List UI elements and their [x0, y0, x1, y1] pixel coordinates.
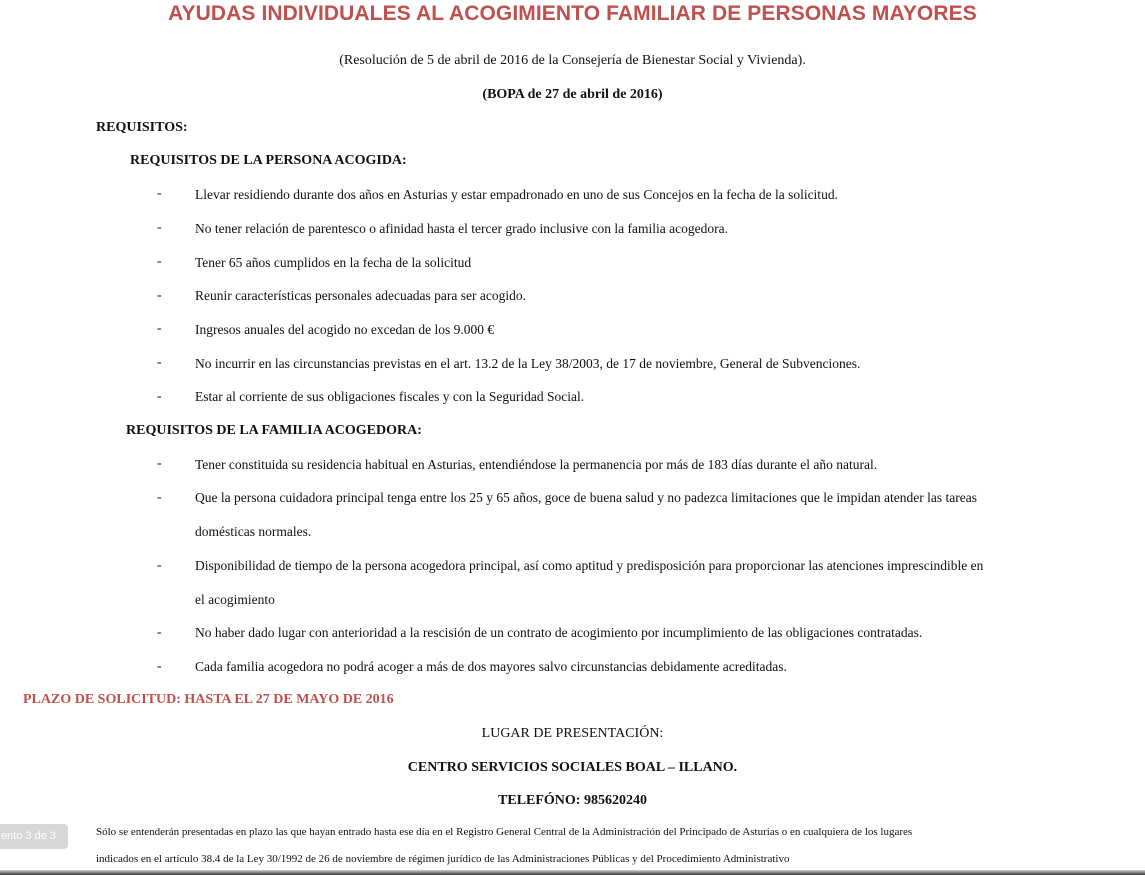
familia-heading: REQUISITOS DE LA FAMILIA ACOGEDORA: — [126, 423, 422, 438]
list-bullet: - — [157, 321, 162, 336]
list-bullet: - — [157, 254, 162, 269]
list-item: Tener 65 años cumplidos en la fecha de la solicitud — [195, 255, 472, 270]
list-bullet: - — [157, 355, 162, 370]
list-item: Llevar residiendo durante dos años en Asturias y estar empadronado en uno de sus Concejos en la fecha de la solicitud. — [195, 187, 838, 202]
list-bullet: - — [157, 389, 162, 404]
list-item: Reunir características personales adecuadas para ser acogido. — [195, 288, 526, 303]
requisitos-heading: REQUISITOS: — [96, 120, 188, 135]
list-item: No tener relación de parentesco o afinidad hasta el tercer grado inclusive con la familia acogedora. — [195, 221, 728, 236]
list-item: Estar al corriente de sus obligaciones fiscales y con la Seguridad Social. — [195, 389, 585, 404]
list-item: No incurrir en las circunstancias previstas en el art. 13.2 de la Ley 38/2003, de 17 de noviembre, General de Subvenciones. — [195, 356, 861, 371]
list-bullet: - — [157, 490, 162, 505]
note-line-2: indicados en el artículo 38.4 de la Ley 30/1992 de 26 de noviembre de régimen jurídico de las Administraciones Públicas y del Procedimiento Administrativo — [96, 853, 790, 865]
resolution-text: (Resolución de 5 de abril de 2016 de la Consejería de Bienestar Social y Vivienda). — [339, 53, 806, 68]
note-line-1: Sólo se entenderán presentadas en plazo las que hayan entrado hasta ese día en el Registro General Central de la Administración del Principado de Asturias o en cualquiera de los lugares — [96, 826, 913, 838]
list-bullet: - — [157, 186, 162, 201]
document-title: AYUDAS INDIVIDUALES AL ACOGIMIENTO FAMILIAR DE PERSONAS MAYORES — [168, 2, 977, 25]
window-bottom-edge — [0, 870, 1145, 875]
list-item: Cada familia acogedora no podrá acoger a más de dos mayores salvo circunstancias debidamente acreditadas. — [195, 659, 787, 674]
list-item: Disponibilidad de tiempo de la persona acogedora principal, así como aptitud y predisposición para proporcionar las atenciones imprescindible en — [195, 558, 984, 573]
list-bullet: - — [157, 659, 162, 674]
list-bullet: - — [157, 558, 162, 573]
centro-text: CENTRO SERVICIOS SOCIALES BOAL – ILLANO. — [407, 760, 738, 775]
list-item: No haber dado lugar con anterioridad a la rescisión de un contrato de acogimiento por incumplimiento de las obligaciones contratadas. — [195, 625, 923, 640]
page-indicator: ento 3 de 3 — [0, 824, 68, 849]
bopa-text: (BOPA de 27 de abril de 2016) — [482, 87, 663, 102]
telefono-text: TELEFÓNO: 985620240 — [498, 793, 647, 808]
list-bullet: - — [157, 625, 162, 640]
list-item: Ingresos anuales del acogido no excedan de los 9.000 € — [195, 322, 495, 337]
plazo-text: PLAZO DE SOLICITUD: HASTA EL 27 DE MAYO DE 2016 — [23, 692, 394, 707]
list-bullet: - — [157, 288, 162, 303]
list-item-continuation: el acogimiento — [195, 592, 275, 607]
list-bullet: - — [157, 220, 162, 235]
list-item-continuation: domésticas normales. — [195, 524, 312, 539]
list-item: Tener constituida su residencia habitual en Asturias, entendiéndose la permanencia por más de 183 días durante el año natural. — [195, 457, 878, 472]
lugar-heading: LUGAR DE PRESENTACIÓN: — [481, 726, 664, 741]
list-bullet: - — [157, 456, 162, 471]
persona-heading: REQUISITOS DE LA PERSONA ACOGIDA: — [130, 153, 407, 168]
list-item: Que la persona cuidadora principal tenga entre los 25 y 65 años, goce de buena salud y no padezca limitaciones que le impidan atender las tareas — [195, 490, 977, 505]
